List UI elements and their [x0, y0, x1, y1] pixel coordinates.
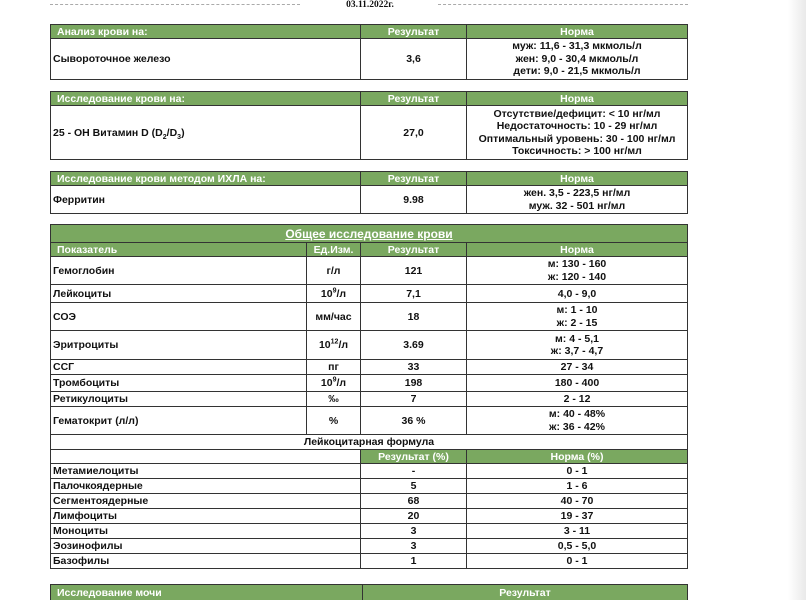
table-row — [51, 375, 688, 392]
cell-norm: 40 - 70 — [467, 494, 688, 509]
unit-tail: /л — [336, 287, 347, 300]
test-unit: мм/час — [307, 303, 361, 331]
result-header: Результат — [363, 585, 688, 600]
leuko-formula-header — [51, 450, 688, 464]
cbc-header — [51, 243, 688, 257]
test-name: Лейкоциты — [51, 285, 307, 303]
test-name-part: /D — [166, 126, 178, 139]
norm-header: Норма (%) — [467, 450, 688, 464]
top-divider-left — [50, 4, 300, 5]
test-unit — [307, 285, 361, 303]
test-result: 3,6 — [361, 39, 467, 80]
table-row — [51, 360, 688, 375]
urine-header — [51, 585, 688, 600]
cell-name: Палочкоядерные — [51, 479, 361, 494]
cell-name: Эозинофилы — [51, 539, 361, 554]
cell-norm: 19 - 37 — [467, 509, 688, 524]
result-header: Результат — [361, 92, 467, 106]
norm-line: жен: 9,0 - 30,4 мкмоль/л — [515, 52, 639, 65]
cell-name: Метамиелоциты — [51, 464, 361, 479]
unit-tail: /л — [336, 377, 347, 389]
vitamin-d-table — [50, 91, 688, 160]
norm-line: ж: 3,7 - 4,7 — [550, 345, 604, 357]
page-edge-shadow — [788, 0, 806, 600]
cbc-title: Общее исследование крови — [51, 225, 688, 243]
cell-result: 20 — [361, 509, 467, 524]
table-row — [51, 285, 688, 303]
table-row — [51, 509, 688, 524]
test-name-part: 25 - ОН Витамин D (D — [53, 126, 163, 139]
table-row — [51, 331, 688, 360]
test-norm — [467, 257, 688, 285]
urine-table — [50, 584, 688, 600]
table-row — [51, 524, 688, 539]
test-result: 18 — [361, 303, 467, 331]
norm-line: Отсутствие/дефицит: < 10 нг/мл — [493, 107, 661, 120]
test-norm: 180 - 400 — [467, 375, 688, 392]
test-result: 7 — [361, 392, 467, 407]
cell-norm: 1 - 6 — [467, 479, 688, 494]
ferritin-table — [50, 171, 688, 214]
table-row — [51, 494, 688, 509]
norm-header: Норма — [467, 243, 688, 257]
norm-line: Недостаточность: 10 - 29 нг/мл — [496, 120, 658, 132]
test-name: Гематокрит (л/л) — [51, 407, 307, 435]
indicator-header: Показатель — [51, 243, 307, 257]
cell-name: Базофилы — [51, 554, 361, 569]
empty-header-cell — [51, 450, 361, 464]
norm-line: жен. 3,5 - 223,5 нг/мл — [523, 187, 631, 199]
table-row — [51, 303, 688, 331]
norm-line: дети: 9,0 - 21,5 мкмоль/л — [513, 65, 641, 78]
cell-result: 3 — [361, 539, 467, 554]
cbc-table — [50, 224, 688, 569]
test-result: 27,0 — [361, 106, 467, 160]
top-divider-right — [438, 4, 688, 5]
cell-name: Моноциты — [51, 524, 361, 539]
norm-line: м: 40 - 48% — [548, 408, 606, 420]
table-row — [51, 39, 688, 80]
cell-result: 68 — [361, 494, 467, 509]
test-name-sub: 3 — [177, 133, 182, 141]
test-unit: % — [307, 407, 361, 435]
result-header: Результат (%) — [361, 450, 467, 464]
report-date: 03.11.2022г. — [346, 0, 394, 10]
test-result: 121 — [361, 257, 467, 285]
cell-result: 1 — [361, 554, 467, 569]
table-row — [51, 186, 688, 214]
test-result: 36 % — [361, 407, 467, 435]
norm-line: Оптимальный уровень: 30 - 100 нг/мл — [478, 132, 676, 145]
test-norm: 27 - 34 — [467, 360, 688, 375]
result-header: Результат — [361, 243, 467, 257]
table-row — [51, 407, 688, 435]
section-label: Исследование крови на: — [51, 92, 361, 106]
table-row — [51, 392, 688, 407]
test-name-part: ) — [181, 126, 185, 139]
test-name: Сывороточное железо — [51, 39, 361, 80]
table-row — [51, 554, 688, 569]
cbc-title-row — [51, 225, 688, 243]
cell-norm: 0,5 - 5,0 — [467, 539, 688, 554]
test-norm — [467, 186, 688, 214]
norm-header: Норма — [467, 92, 688, 106]
norm-line: м: 130 - 160 — [547, 258, 607, 270]
norm-line: м: 4 - 5,1 — [555, 332, 599, 345]
leuko-formula-title-row — [51, 435, 688, 450]
test-norm — [467, 331, 688, 360]
test-unit: ‰ — [307, 392, 361, 407]
norm-header: Норма — [467, 25, 688, 39]
table-row — [51, 479, 688, 494]
vitamin-d-header — [51, 92, 688, 106]
table-row — [51, 464, 688, 479]
norm-line: Токсичность: > 100 нг/мл — [512, 145, 642, 157]
cell-name: Сегментоядерные — [51, 494, 361, 509]
norm-line: ж: 2 - 15 — [556, 316, 598, 329]
test-name-sub: 2 — [162, 133, 167, 141]
test-name: Ферритин — [51, 186, 361, 214]
norm-line: ж: 120 - 140 — [547, 270, 607, 283]
unit-exponent: 12 — [330, 338, 339, 346]
norm-line: ж: 36 - 42% — [549, 420, 605, 433]
test-unit — [307, 375, 361, 392]
test-name: Ретикулоциты — [51, 392, 307, 407]
test-result: 33 — [361, 360, 467, 375]
blood-iron-header — [51, 25, 688, 39]
test-name: ССГ — [51, 360, 307, 375]
unit-exponent: 9 — [332, 287, 337, 294]
test-name: Гемоглобин — [51, 257, 307, 285]
result-header: Результат — [361, 172, 467, 186]
norm-line: муж. 32 - 501 нг/мл — [528, 199, 626, 212]
cell-norm: 0 - 1 — [467, 464, 688, 479]
table-row — [51, 539, 688, 554]
leuko-formula-title: Лейкоцитарная формула — [51, 435, 688, 450]
norm-header: Норма — [467, 172, 688, 186]
table-row — [51, 257, 688, 285]
test-unit — [307, 331, 361, 360]
section-label: Исследование крови методом ИХЛА на: — [51, 172, 361, 186]
unit-exponent: 9 — [332, 376, 337, 384]
cell-name: Лимфоциты — [51, 509, 361, 524]
test-unit: пг — [307, 360, 361, 375]
norm-line: м: 1 - 10 — [556, 304, 598, 316]
unit-tail: /л — [338, 339, 349, 351]
section-label: Исследование мочи — [51, 585, 363, 600]
result-header: Результат — [361, 25, 467, 39]
test-norm — [467, 407, 688, 435]
test-unit: г/л — [307, 257, 361, 285]
test-name — [51, 106, 361, 160]
test-norm — [467, 106, 688, 160]
cell-norm: 3 - 11 — [467, 524, 688, 539]
test-result: 7,1 — [361, 285, 467, 303]
norm-line: муж: 11,6 - 31,3 мкмоль/л — [512, 40, 642, 53]
blood-iron-table — [50, 24, 688, 80]
cell-result: 5 — [361, 479, 467, 494]
cell-result: 3 — [361, 524, 467, 539]
test-norm — [467, 39, 688, 80]
test-name: Эритроциты — [51, 331, 307, 360]
cell-norm: 0 - 1 — [467, 554, 688, 569]
test-name: СОЭ — [51, 303, 307, 331]
test-norm: 2 - 12 — [467, 392, 688, 407]
test-norm: 4,0 - 9,0 — [467, 285, 688, 303]
unit-header: Ед.Изм. — [307, 243, 361, 257]
test-norm — [467, 303, 688, 331]
test-result: 198 — [361, 375, 467, 392]
table-row — [51, 106, 688, 160]
unit-base: 10 — [320, 287, 333, 300]
test-result: 3.69 — [361, 331, 467, 360]
cell-result: - — [361, 464, 467, 479]
ferritin-header — [51, 172, 688, 186]
unit-base: 10 — [318, 339, 331, 351]
test-name: Тромбоциты — [51, 375, 307, 392]
unit-base: 10 — [320, 377, 333, 389]
test-result: 9.98 — [361, 186, 467, 214]
section-label: Анализ крови на: — [51, 25, 361, 39]
